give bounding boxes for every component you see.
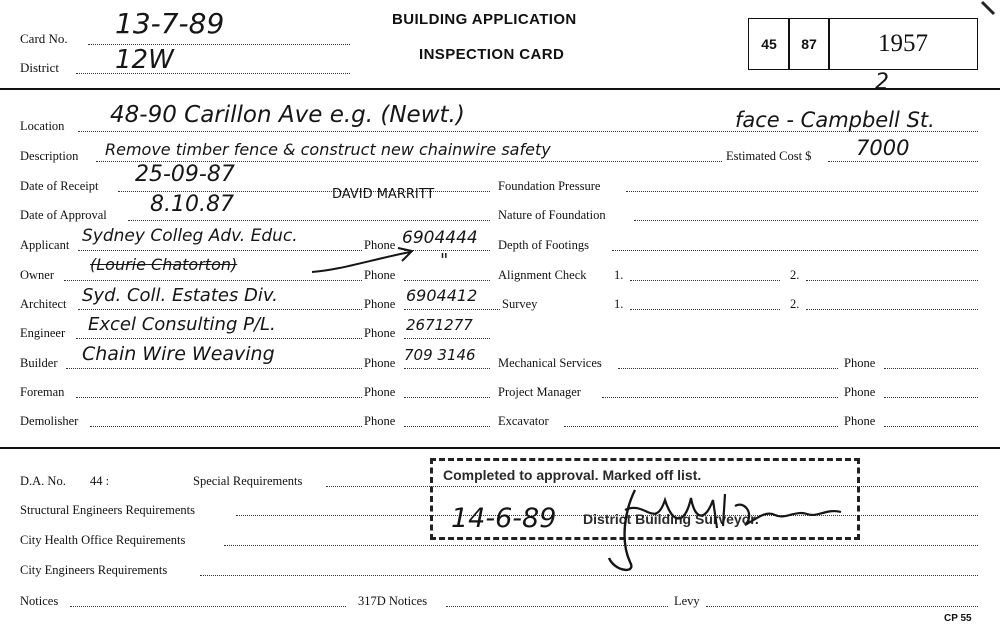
foreman-line [76,397,362,398]
alignment-check-label: Alignment Check [498,268,587,282]
location-value: 48-90 Carillon Ave e.g. (Newt.) [110,102,465,128]
engineer-value: Excel Consulting P/L. [88,314,276,335]
engineer-phone-line [404,338,490,339]
date-of-receipt-value: 25-09-87 [135,162,235,187]
code-box-b: 87 [788,18,830,70]
levy-label: Levy [674,594,700,608]
foundation-pressure-label: Foundation Pressure [498,179,601,193]
excavator-label: Excavator [498,414,549,428]
applicant-phone-value: 6904444 [402,228,478,248]
builder-label: Builder [20,356,58,370]
builder-value: Chain Wire Weaving [82,343,275,365]
district-value: 12W [115,45,174,75]
foundation-pressure-line [626,191,978,192]
foreman-phone-line [404,397,490,398]
notices-label: Notices [20,594,59,608]
owner-value: (Lourie Chatorton) [90,255,238,274]
signature-icon [595,470,865,580]
levy-line [706,606,978,607]
special-requirements-label: Special Requirements [193,474,303,488]
excavator-phone-line [884,426,978,427]
builder-phone-line [404,368,490,369]
structural-engineers-label: Structural Engineers Requirements [20,503,195,517]
arrow-icon [310,244,420,278]
architect-phone-value: 6904412 [406,286,478,305]
mechanical-services-phone-line [884,368,978,369]
divider-top [0,88,1000,90]
city-engineers-label: City Engineers Requirements [20,563,168,577]
architect-phone-label: Phone [364,297,396,311]
applicant-value: Sydney Colleg Adv. Educ. [82,226,298,246]
project-manager-phone-line [884,397,978,398]
owner-phone-line [404,280,490,281]
alignment-check-2-label: 2. [790,268,800,282]
owner-phone-label: Phone [364,268,396,282]
nature-of-foundation-label: Nature of Foundation [498,208,606,222]
engineer-label: Engineer [20,326,66,340]
foreman-label: Foreman [20,385,65,399]
applicant-phone-label: Phone [364,238,396,252]
applicant-label: Applicant [20,238,70,252]
foreman-phone-label: Phone [364,385,396,399]
owner-line [64,280,362,281]
survey-2-line [806,309,978,310]
mechanical-services-phone-label: Phone [844,356,876,370]
survey-2-label: 2. [790,297,800,311]
divider-middle [0,447,1000,449]
form-code: CP 55 [944,613,972,624]
engineer-line [76,338,362,339]
project-manager-phone-label: Phone [844,385,876,399]
code-box-a: 45 [748,18,790,70]
notices-317d-line [446,606,668,607]
demolisher-label: Demolisher [20,414,79,428]
form-title-line2: INSPECTION CARD [419,46,565,63]
alignment-check-1-line [630,280,780,281]
architect-phone-line [404,309,500,310]
survey-1-line [630,309,780,310]
card-no-value: 13-7-89 [115,7,225,40]
stamp-date: 14-6-89 [451,503,557,534]
survey-1-label: 1. [614,297,624,311]
depth-of-footings-label: Depth of Footings [498,238,589,252]
da-no-label: D.A. No. [20,474,66,488]
nature-of-foundation-line [634,220,978,221]
city-health-label: City Health Office Requirements [20,533,186,547]
builder-phone-label: Phone [364,356,396,370]
approval-note: DAVID MARRITT [332,187,435,202]
stamp-line2: District Building Surveyor. [583,511,759,527]
description-value: Remove timber fence & construct new chainwire safety [105,140,551,159]
mechanical-services-label: Mechanical Services [498,356,602,370]
excavator-line [564,426,838,427]
district-label: District [20,60,59,75]
builder-phone-value: 709 3146 [404,346,476,364]
demolisher-phone-line [404,426,490,427]
depth-of-footings-line [612,250,978,251]
location-label: Location [20,119,65,133]
architect-label: Architect [20,297,67,311]
date-of-approval-label: Date of Approval [20,208,107,222]
notices-line [70,606,346,607]
estimated-cost-value: 7000 [856,136,910,160]
card-number-box: 1957 [828,18,978,70]
mechanical-services-line [618,368,838,369]
engineer-phone-value: 2671277 [406,316,473,334]
survey-label: Survey [502,297,538,311]
owner-label: Owner [20,268,55,282]
estimated-cost-label: Estimated Cost $ [726,149,812,163]
handwritten-mark: 2 [875,70,889,95]
date-of-approval-value: 8.10.87 [150,192,234,217]
location-value-cont: face - Campbell St. [735,108,935,132]
architect-line [78,309,362,310]
card-no-label: Card No. [20,31,68,46]
estimated-cost-line [828,161,978,162]
alignment-check-2-line [806,280,978,281]
da-no-value: 44 : [90,474,110,488]
corner-tick-icon [980,0,1000,20]
notices-317d-label: 317D Notices [358,594,428,608]
alignment-check-1-label: 1. [614,268,624,282]
form-title-line1: BUILDING APPLICATION [392,11,577,28]
stamp-line1: Completed to approval. Marked off list. [443,467,702,483]
engineer-phone-label: Phone [364,326,396,340]
date-of-receipt-label: Date of Receipt [20,179,99,193]
architect-value: Syd. Coll. Estates Div. [82,285,278,306]
excavator-phone-label: Phone [844,414,876,428]
project-manager-line [602,397,838,398]
builder-line [66,368,362,369]
date-of-approval-line [128,220,490,221]
demolisher-phone-label: Phone [364,414,396,428]
demolisher-line [90,426,362,427]
project-manager-label: Project Manager [498,385,581,399]
owner-phone-value: " [440,250,449,271]
description-label: Description [20,149,79,163]
